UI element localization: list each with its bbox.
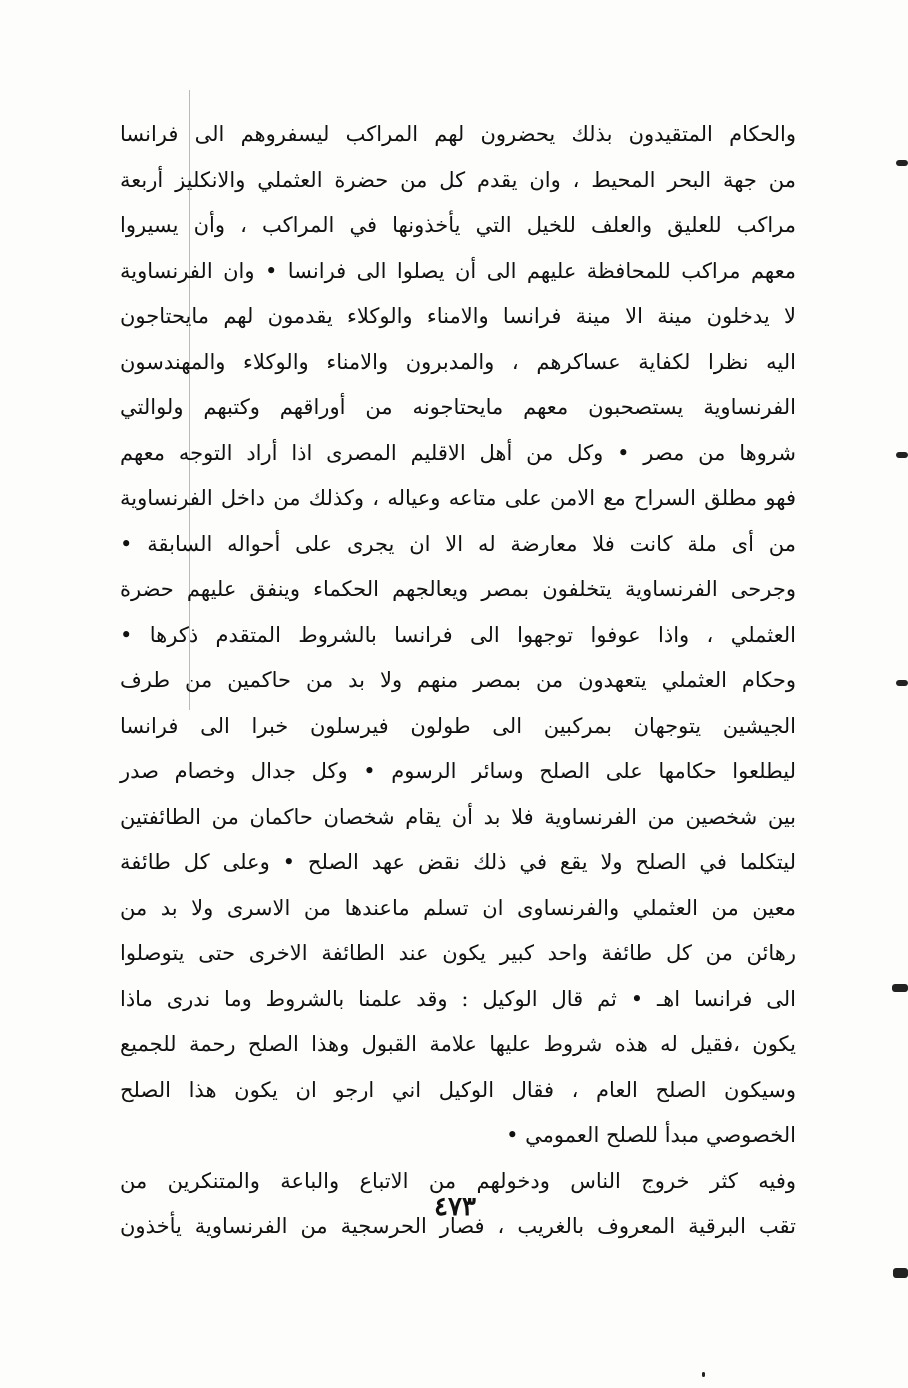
edge-mark (896, 680, 908, 686)
text-line-18: معين من العثملي والفرنساوى ان تسلم ماعندها من الاسرى ولا بد من (120, 895, 796, 920)
text-line-8: شروها من مصر • وكل من أهل الاقليم المصرى اذا أراد التوجه معهم (120, 440, 796, 465)
body-text (120, 112, 796, 1250)
text-line-20: الى فرانسا اهـ • ثم قال الوكيل : وقد علمنا بالشروط وما ندرى ماذا (120, 986, 796, 1011)
text-line-19: رهائن من كل طائفة واحد كبير يكون عند الطائفة الاخرى حتى يتوصلوا (120, 941, 796, 965)
page-number: ٤٧٣ (434, 1192, 476, 1222)
edge-mark (892, 984, 908, 992)
text-line-10: من أى ملة كانت فلا معارضة له الا ان يجرى على أحواله السابقة • (120, 531, 796, 556)
text-line-17: ليتكلما في الصلح ولا يقع في ذلك نقض عهد الصلح • وعلى كل طائفة (120, 850, 796, 874)
text-line-24: وفيه كثر خروج الناس ودخولهم من الاتباع والباعة والمتنكرين من (120, 1168, 796, 1193)
ink-speck (702, 1372, 705, 1377)
text-line-14: الجيشين يتوجهان بمركبين الى طولون فيرسلون خبرا الى فرانسا (120, 713, 796, 738)
text-line-2: من جهة البحر المحيط ، وان يقدم كل من حضرة العثملي والانكليز أربعة (120, 167, 796, 192)
text-line-9: فهو مطلق السراح مع الامن على متاعه وعياله ، وكذلك من داخل الفرنساوية (120, 486, 796, 510)
edge-mark (893, 1268, 908, 1278)
edge-mark (896, 160, 908, 166)
text-line-11: وجرحى الفرنساوية يتخلفون بمصر ويعالجهم الحكماء وينفق عليهم حضرة (120, 577, 796, 601)
text-line-15: ليطلعوا حكامها على الصلح وسائر الرسوم • وكل جدال وخصام صدر (120, 759, 796, 783)
text-line-7: الفرنساوية يستصحبون معهم مايحتاجونه من أوراقهم وكتبهم ولوالتي (120, 395, 796, 419)
text-line-23: الخصوصي مبدأ للصلح العمومي • (506, 1123, 796, 1147)
text-line-13: وحكام العثملي يتعهدون من بمصر منهم ولا بد من حاكمين من طرف (120, 668, 796, 692)
text-line-6: اليه نظرا لكفاية عساكرهم ، والمدبرون والامناء والوكلاء والمهندسون (120, 349, 796, 374)
text-line-4: معهم مراكب للمحافظة عليهم الى أن يصلوا الى فرانسا • وان الفرنساوية (120, 258, 796, 283)
text-line-1: والحكام المتقيدون بذلك يحضرون لهم المراكب ليسفروهم الى فرانسا (120, 122, 796, 146)
text-line-22: وسيكون الصلح العام ، فقال الوكيل اني ارجو ان يكون هذا الصلح (120, 1077, 796, 1102)
edge-mark (896, 452, 908, 458)
text-line-5: لا يدخلون مينة الا مينة فرانسا والامناء والوكلاء يقدمون لهم مايحتاجون (120, 304, 796, 328)
text-line-25: تقب البرقية المعروف بالغريب ، فصار الحرسجية من الفرنساوية يأخذون (120, 1214, 796, 1238)
text-line-12: العثملي ، واذا عوفوا توجهوا الى فرانسا بالشروط المتقدم ذكرها • (120, 622, 796, 647)
text-line-3: مراكب للعليق والعلف للخيل التي يأخذونها في المراكب ، وأن يسيروا (120, 213, 796, 237)
text-line-21: يكون ،فقيل له هذه شروط عليها علامة القبول وهذا الصلح رحمة للجميع (120, 1032, 796, 1056)
text-line-16: بين شخصين من الفرنساوية فلا بد أن يقام شخصان حاكمان من الطائفتين (120, 804, 796, 829)
